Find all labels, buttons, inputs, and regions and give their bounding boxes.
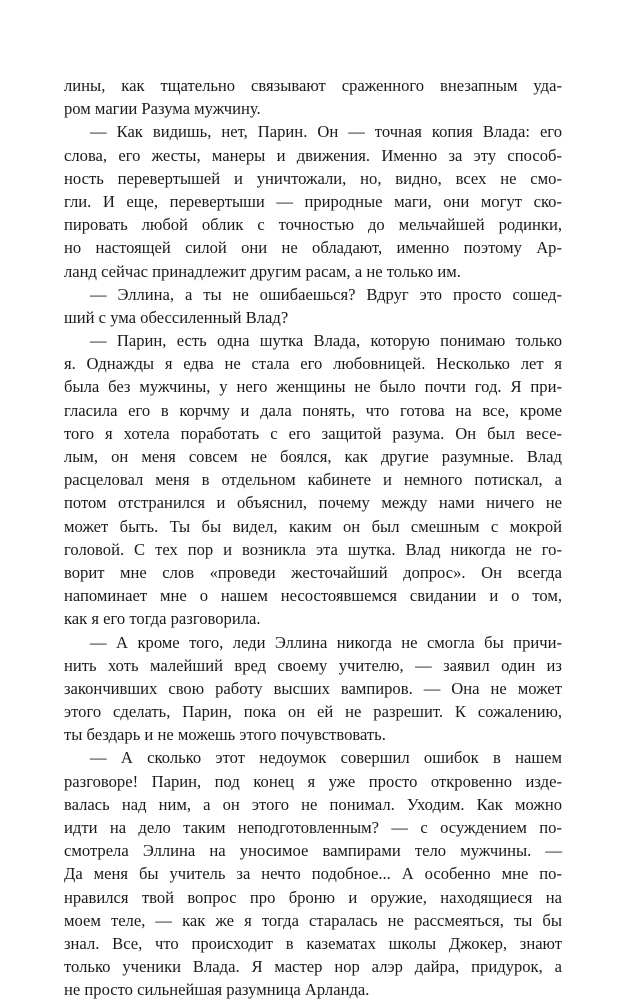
text-line: лым, он меня совсем не боялся, как другие разумные. Влад bbox=[64, 447, 562, 466]
text-line: знал. Все, что происходит в казематах школы Джокер, знают bbox=[64, 933, 562, 953]
text-line: я. Однажды я едва не стала его любовницей. Несколько лет я bbox=[64, 354, 562, 374]
text-line: Да меня бы учитель за нечто подобное... А особенно мне по- bbox=[64, 864, 562, 884]
text-line: — А сколько этот недоумок совершил ошибок в нашем bbox=[90, 748, 562, 768]
text-line: ром магии Разума мужчину. bbox=[64, 99, 261, 119]
text-line: — А кроме того, леди Эллина никогда не смогла бы причи- bbox=[90, 632, 562, 652]
text-line: смотрела Эллина на уносимое вампирами тело мужчины. — bbox=[64, 841, 562, 861]
text-line: валась над ним, а он этого не понимал. Уходим. Как можно bbox=[64, 794, 562, 814]
text-line: как я его тогда разговорила. bbox=[64, 609, 261, 629]
text-line: только ученики Влада. Я мастер нор алэр дайра, придурок, а bbox=[64, 957, 562, 977]
text-line: слова, его жесты, манеры и движения. Именно за эту способ- bbox=[64, 145, 562, 165]
text-line: закончивших свою работу высших вампиров. — Она не может bbox=[64, 678, 562, 698]
text-line: была без мужчины, у него женщины не было почти год. Я при- bbox=[64, 377, 562, 397]
text-line: идти на дело таким неподготовленным? — с осуждением по- bbox=[64, 818, 562, 837]
text-line: может быть. Ты бы видел, каким он был смешным с мокрой bbox=[64, 516, 562, 536]
text-line: напоминает мне о нашем несостоявшемся свидании и о том, bbox=[64, 586, 562, 606]
text-line: нравился твой вопрос про броню и оружие, находящиеся на bbox=[64, 887, 562, 907]
text-line: разговоре! Парин, под конец я уже просто откровенно изде- bbox=[64, 771, 562, 791]
text-line: пировать любой облик с точностью до мельчайшей родинки, bbox=[64, 215, 562, 235]
text-line: гли. И еще, перевертыши — природные маги, они могут ско- bbox=[64, 191, 562, 211]
text-line: — Эллина, а ты не ошибаешься? Вдруг это просто сошед- bbox=[90, 284, 562, 304]
text-line: ты бездарь и не можешь этого почувствовать. bbox=[64, 725, 386, 745]
text-line: того я хотела поработать с его защитой разума. Он был весе- bbox=[64, 423, 562, 443]
text-line: нить хоть малейший вред своему учителю, — заявил один из bbox=[64, 655, 562, 675]
text-line: — Как видишь, нет, Парин. Он — точная копия Влада: его bbox=[90, 122, 562, 142]
text-line: потом отстранился и объяснил, почему между нами ничего не bbox=[64, 493, 562, 513]
text-line: не просто сильнейшая разумница Арланда. bbox=[64, 980, 370, 1000]
text-line: ворит мне слов «проведи жесточайший допрос». Он всегда bbox=[64, 562, 562, 582]
text-line: гласила его в корчму и дала понять, что готова на все, кроме bbox=[64, 400, 562, 420]
text-line: но настоящей силой они не обладают, именно поэтому Ар- bbox=[64, 238, 562, 258]
book-page-text bbox=[64, 74, 562, 1002]
text-line: лины, как тщательно связывают сраженного внезапным уда- bbox=[64, 76, 562, 95]
text-line: моем теле, — как же я тогда старалась не рассмеяться, ты бы bbox=[64, 910, 562, 930]
text-line: ланд сейчас принадлежит другим расам, а не только им. bbox=[64, 261, 461, 281]
text-line: ность перевертышей и уничтожали, но, видно, всех не смо- bbox=[64, 168, 562, 188]
text-line: головой. С тех пор и возникла эта шутка. Влад никогда не го- bbox=[64, 539, 562, 559]
text-line: — Парин, есть одна шутка Влада, которую понимаю только bbox=[90, 331, 562, 351]
text-line: ший с ума обессиленный Влад? bbox=[64, 307, 289, 327]
text-line: этого сделать, Парин, пока он ей не разрешит. К сожалению, bbox=[64, 702, 562, 722]
text-line: расцеловал меня в отдельном кабинете и немного потискал, а bbox=[64, 470, 562, 490]
